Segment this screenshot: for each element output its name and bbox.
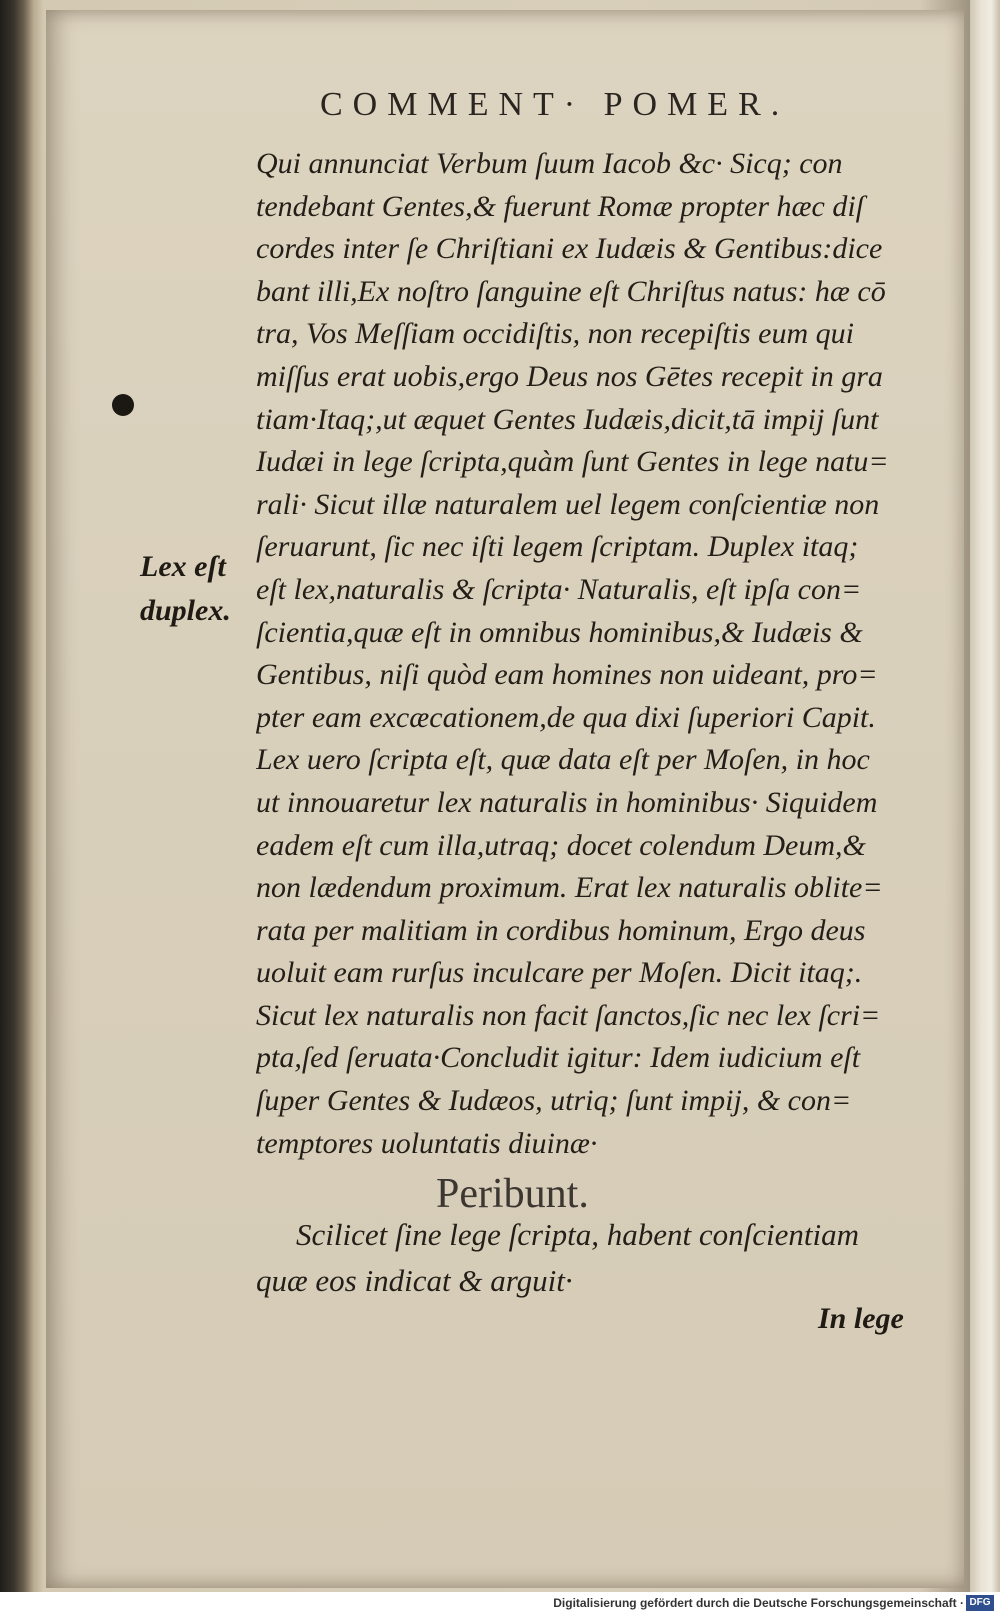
text-line: pter eam excæcationem,de qua dixi ſuperiori Capit.	[256, 700, 876, 734]
marginal-note-line: duplex.	[140, 594, 231, 627]
text-line: miſſus erat uobis,ergo Deus nos Gētes recepit in gra	[256, 359, 883, 393]
text-line: eadem eſt cum illa,utraq; docet colendum Deum,&	[256, 828, 866, 862]
text-line: ſuper Gentes & Iudæos, utriq; ſunt impij, & con=	[256, 1084, 852, 1118]
text-line: tendebant Gentes,& fuerunt Romæ propter hæc diſ	[256, 189, 864, 223]
text-line: bant illi,Ex noſtro ſanguine eſt Chriſtus natus: hæ cō	[256, 274, 886, 308]
text-line: ut innouaretur lex naturalis in hominibus· Siquidem	[256, 785, 878, 819]
marginal-note	[140, 545, 231, 633]
text-line: rali· Sicut illæ naturalem uel legem conſcientiæ non	[256, 487, 880, 521]
scholion-line: quæ eos indicat & arguit·	[256, 1263, 573, 1298]
text-line: tiam·Itaq;,ut æquet Gentes Iudæis,dicit,tā impij ſunt	[256, 402, 879, 436]
ink-blot	[112, 394, 134, 416]
scholion-line: Scilicet ſine lege ſcripta, habent conſcientiam	[296, 1217, 859, 1252]
text-line: Lex uero ſcripta eſt, quæ data eſt per Moſen, in hoc	[256, 743, 870, 777]
text-line: Gentibus, niſi quòd eam homines non uideant, pro=	[256, 658, 878, 692]
page-edge	[970, 0, 1000, 1617]
text-line: Qui annunciat Verbum ſuum Iacob &c· Sicq; con	[256, 147, 843, 180]
text-line: ſcientia,quæ eſt in omnibus hominibus,& Iudæis &	[256, 615, 863, 649]
text-line: pta,ſed ſeruata·Concludit igitur: Idem iudicium eſt	[256, 1041, 861, 1075]
catchword: In lege	[818, 1302, 904, 1335]
footer-credit: Digitalisierung gefördert durch die Deutsche Forschungsgemeinschaft ·	[553, 1596, 964, 1610]
text-line: cordes inter ſe Chriſtiani ex Iudæis & Gentibus:dice	[256, 232, 883, 266]
scholion-text	[256, 1212, 928, 1304]
dfg-logo-icon: DFG	[966, 1595, 994, 1611]
text-line: tra, Vos Meſſiam occidiſtis, non recepiſtis eum qui	[256, 317, 854, 351]
section-heading: Peribunt.	[436, 1171, 589, 1217]
text-line: Sicut lex naturalis non facit ſanctos,ſic nec lex ſcri=	[256, 998, 881, 1032]
text-line: temptores uoluntatis diuinæ·	[256, 1126, 598, 1160]
text-line: Iudæi in lege ſcripta,quàm ſunt Gentes in lege natu=	[256, 445, 889, 479]
body-text	[256, 143, 928, 1165]
text-line: non lædendum proximum. Erat lex naturalis oblite=	[256, 871, 883, 905]
text-line: rata per malitiam in cordibus hominum, Ergo deus	[256, 913, 866, 947]
text-line: uoluit eam rurſus inculcare per Moſen. Dicit itaq;.	[256, 956, 863, 990]
marginal-note-line: Lex eſt	[140, 550, 226, 583]
text-line: eſt lex,naturalis & ſcripta· Naturalis, eſt ipſa con=	[256, 572, 862, 606]
running-head: COMMENT· POMER.	[320, 86, 790, 123]
text-line: ſeruarunt, ſic nec iſti legem ſcriptam. Duplex itaq;	[256, 530, 859, 564]
